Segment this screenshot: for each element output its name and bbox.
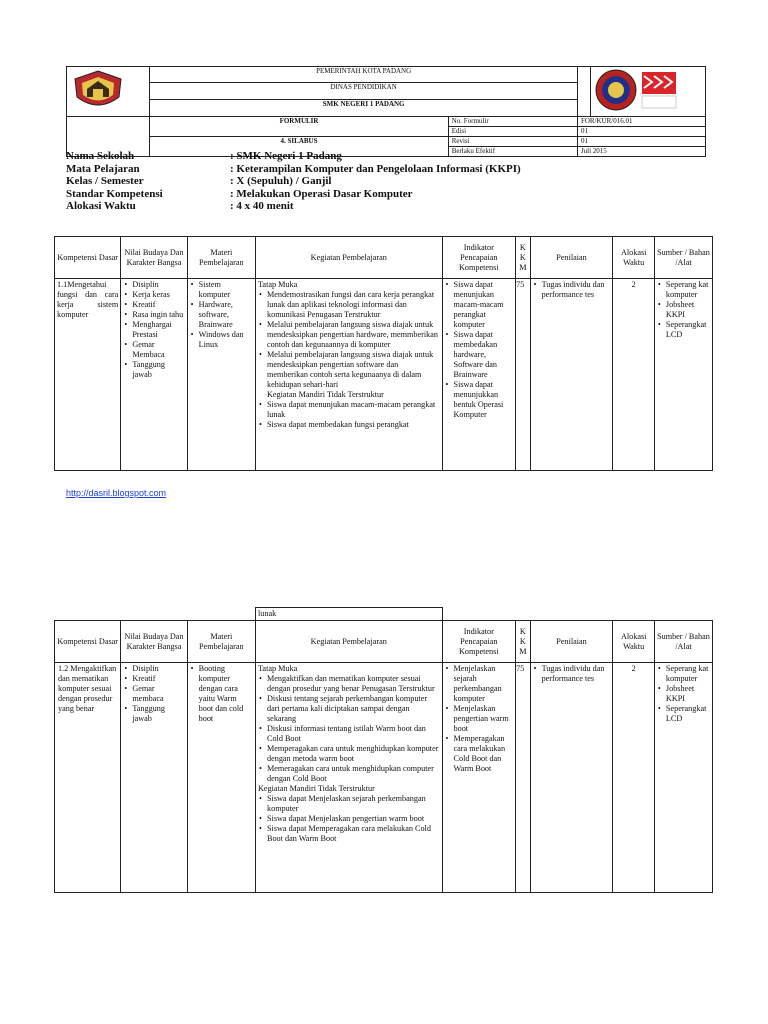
list-item: • Mendemostrasikan fungsi dan cara kerja perangkat lunak dan aplikasi teknologi informasi dan komunikasi Penugasan Terstruktur bbox=[267, 290, 440, 320]
penilaian-cell bbox=[530, 663, 613, 893]
col-nilai: Nilai Budaya Dan Karakter Bangsa bbox=[121, 621, 187, 663]
nilai-cell bbox=[121, 279, 187, 471]
identity-value: : SMK Negeri 1 Padang bbox=[230, 150, 342, 162]
col-indikator: Indikator Pencapaian Kompetensi bbox=[442, 237, 516, 279]
meta-key: Berlaku Efektif bbox=[448, 147, 577, 157]
table-row bbox=[55, 279, 713, 471]
city-crest-logo bbox=[69, 69, 127, 111]
list-item: • Diskusi tentang sejarah perkembangan komputer dari pertama kali diciptakan sampai dengan sekarang bbox=[267, 694, 440, 724]
kegiatan-intro: Tatap Muka bbox=[258, 664, 298, 673]
penilaian-cell bbox=[530, 279, 613, 471]
list-item: • Tugas individu dan performance tes bbox=[542, 664, 611, 684]
list-item: • Tugas individu dan performance tes bbox=[542, 280, 611, 300]
materi-cell bbox=[187, 279, 255, 471]
sumber-cell bbox=[654, 279, 712, 471]
list-item: • Kerja keras bbox=[132, 290, 184, 300]
list-item: • Menjelaskan sejarah perkembangan komputer bbox=[454, 664, 514, 704]
kegiatan-cell bbox=[256, 279, 443, 471]
gov-name: PEMERINTAH KOTA PADANG bbox=[150, 67, 578, 83]
col-kegiatan: Kegiatan Pembelajaran bbox=[256, 621, 443, 663]
kompetensi-cell: 1.1Mengetahui fungsi dan cara kerja sistem komputer bbox=[55, 279, 121, 471]
kkm-cell: 75 bbox=[516, 279, 531, 471]
list-item: • Windows dan Linux bbox=[199, 330, 253, 350]
form-header bbox=[66, 66, 706, 157]
alokasi-cell: 2 bbox=[613, 663, 654, 893]
city-crest-cell bbox=[67, 67, 150, 117]
list-item: • Memeragakan cara untuk menghidupkan computer dengan Cold Boot bbox=[267, 764, 440, 784]
school-name: SMK NEGERI 1 PADANG bbox=[150, 100, 578, 117]
list-item: • Diskusi informasi tentang istilah Warm boot dan Cold Boot bbox=[267, 724, 440, 744]
list-item: • Siswa dapat menunjukan macam-macam perangkat lunak bbox=[267, 400, 440, 420]
list-item: • Hardware, software, Brainware bbox=[199, 300, 253, 330]
list-item: • Siswa dapat membedakan hardware, Software dan Brainware bbox=[454, 330, 514, 380]
list-item: • Siswa dapat Menjelaskan sejarah perkembangan komputer bbox=[267, 794, 440, 814]
kegiatan-mandiri: Kegiatan Mandiri Tidak Terstruktur bbox=[258, 784, 375, 793]
kegiatan-cell bbox=[256, 663, 443, 893]
list-item: • Gemar membaca bbox=[132, 684, 184, 704]
list-item: • Melalui pembelajaran langsung siswa diajak untuk mendesksipkan pengertian software dan memberikan contoh serta kegunaanya di dalam kehidupan sehari-hari bbox=[267, 350, 440, 390]
indikator-cell bbox=[442, 279, 516, 471]
identity-value: : 4 x 40 menit bbox=[230, 200, 294, 212]
sumber-cell bbox=[654, 663, 712, 893]
col-kkm: K K M bbox=[516, 621, 531, 663]
col-sumber: Sumber / Bahan /Alat bbox=[654, 237, 712, 279]
form-label: FORMULIR bbox=[150, 117, 448, 137]
indikator-cell bbox=[442, 663, 516, 893]
col-penilaian: Penilaian bbox=[530, 621, 613, 663]
col-penilaian: Penilaian bbox=[530, 237, 613, 279]
identity-key: Nama Sekolah bbox=[66, 150, 135, 162]
list-item: • Melalui pembelajaran langsung siswa diajak untuk mendesksipkan pengertian hardware, memmberikan contoh dan kegunaannya di komputer bbox=[267, 320, 440, 350]
meta-value: 01 bbox=[577, 137, 705, 147]
identity-key: Mata Pelajaran bbox=[66, 162, 140, 175]
continuation-text: lunak bbox=[256, 608, 443, 621]
meta-value: FOR/KUR/016.01 bbox=[577, 117, 705, 127]
col-kkm: K K M bbox=[516, 237, 531, 279]
list-item: • Menghargai Prestasi bbox=[132, 320, 184, 340]
col-alokasi: Alokasi Waktu bbox=[613, 621, 654, 663]
col-materi: Materi Pembelajaran bbox=[187, 621, 255, 663]
meta-key: Revisi bbox=[448, 137, 577, 147]
col-indikator: Indikator Pencapaian Kompetensi bbox=[442, 621, 516, 663]
list-item: • Disiplin bbox=[132, 664, 184, 674]
identity-row bbox=[66, 188, 706, 201]
list-item: • Tanggung jawab bbox=[132, 360, 184, 380]
list-item: • Siswa dapat membedakan fungsi perangkat bbox=[267, 420, 440, 430]
kegiatan-mandiri: Kegiatan Mandiri Tidak Terstruktur bbox=[267, 390, 384, 399]
form-name: 4. SILABUS bbox=[150, 137, 448, 157]
alokasi-cell: 2 bbox=[613, 279, 654, 471]
meta-key: Edisi bbox=[448, 127, 577, 137]
col-nilai: Nilai Budaya Dan Karakter Bangsa bbox=[121, 237, 187, 279]
identity-key: Standar Kompetensi bbox=[66, 187, 163, 200]
dept-name: DINAS PENDIDIKAN bbox=[150, 83, 578, 100]
list-item: • Memperagakan cara untuk menghidupkan komputer dengan metoda warm boot bbox=[267, 744, 440, 764]
list-item: • Gemar Membaca bbox=[132, 340, 184, 360]
identity-row bbox=[66, 163, 706, 176]
identity-key: Kelas / Semester bbox=[66, 175, 144, 187]
list-item: • Seperang kat komputer bbox=[666, 280, 710, 300]
nilai-cell bbox=[121, 663, 187, 893]
identity-key: Alokasi Waktu bbox=[66, 200, 136, 212]
list-item: • Siswa dapat menunjukan macam-macam perangkat komputer bbox=[454, 280, 514, 330]
list-item: • Seperang kat komputer bbox=[666, 664, 710, 684]
col-kompetensi: Kompetensi Dasar bbox=[55, 237, 121, 279]
list-item: • Rasa ingin tahu bbox=[132, 310, 184, 320]
meta-value: 01 bbox=[577, 127, 705, 137]
list-item: • Sistem komputer bbox=[199, 280, 253, 300]
meta-key: No. Formulir bbox=[448, 117, 577, 127]
col-materi: Materi Pembelajaran bbox=[187, 237, 255, 279]
list-item: • Memperagakan cara melakukan Cold Boot dan Warm Boot bbox=[454, 734, 514, 774]
list-item: • Disiplin bbox=[132, 280, 184, 290]
list-item: • Siswa dapat Memperagakan cara melakukan Cold Boot dan Warm Boot bbox=[267, 824, 440, 844]
identity-value: : Keterampilan Komputer dan Pengelolaan Informasi (KKPI) bbox=[230, 162, 521, 175]
identity-row bbox=[66, 200, 706, 213]
syllabus-table-2 bbox=[54, 607, 713, 893]
kkm-cell: 75 bbox=[516, 663, 531, 893]
col-kegiatan: Kegiatan Pembelajaran bbox=[256, 237, 443, 279]
kegiatan-intro: Tatap Muka bbox=[258, 280, 298, 289]
list-item: • Siswa dapat Menjelaskan pengertian warm boot bbox=[267, 814, 440, 824]
col-sumber: Sumber / Bahan /Alat bbox=[654, 621, 712, 663]
col-kompetensi: Kompetensi Dasar bbox=[55, 621, 121, 663]
blog-link[interactable]: http://dasril.blogspot.com bbox=[66, 488, 167, 498]
list-item: • Jobsheet KKPI bbox=[666, 684, 710, 704]
list-item: • Jobsheet KKPI bbox=[666, 300, 710, 320]
list-item: • Siswa dapat menunjukkan bentuk Operasi Komputer bbox=[454, 380, 514, 420]
table-row bbox=[55, 663, 713, 893]
list-item: • Mengaktifkan dan mematikan komputer sesuai dengan prosedur yang benar Penugasan Terstruktur bbox=[267, 674, 440, 694]
school-seal-cell bbox=[591, 67, 706, 117]
identity-row bbox=[66, 150, 706, 163]
materi-cell bbox=[187, 663, 255, 893]
identity-row bbox=[66, 175, 706, 188]
list-item: • Menjelaskan pengertian warm boot bbox=[454, 704, 514, 734]
list-item: • Seperangkat LCD bbox=[666, 704, 710, 724]
list-item: • Booting komputer dengan cara yaitu Warm boot dan cold boot bbox=[199, 664, 253, 724]
list-item: • Tanggung jawab bbox=[132, 704, 184, 724]
kompetensi-cell: 1.2 Mengaktifkan dan mematikan komputer sesuai dengan prosedur yang benar bbox=[55, 663, 121, 893]
school-seal-logo bbox=[592, 68, 680, 112]
identity-value: : Melakukan Operasi Dasar Komputer bbox=[230, 187, 413, 200]
identity-block bbox=[66, 150, 706, 213]
meta-value: Juli 2015 bbox=[577, 147, 705, 157]
syllabus-table-1 bbox=[54, 236, 713, 471]
list-item: • Seperangkat LCD bbox=[666, 320, 710, 340]
list-item: • Kreatif bbox=[132, 300, 184, 310]
identity-value: : X (Sepuluh) / Ganjil bbox=[230, 175, 332, 187]
col-alokasi: Alokasi Waktu bbox=[613, 237, 654, 279]
list-item: • Kreatif bbox=[132, 674, 184, 684]
